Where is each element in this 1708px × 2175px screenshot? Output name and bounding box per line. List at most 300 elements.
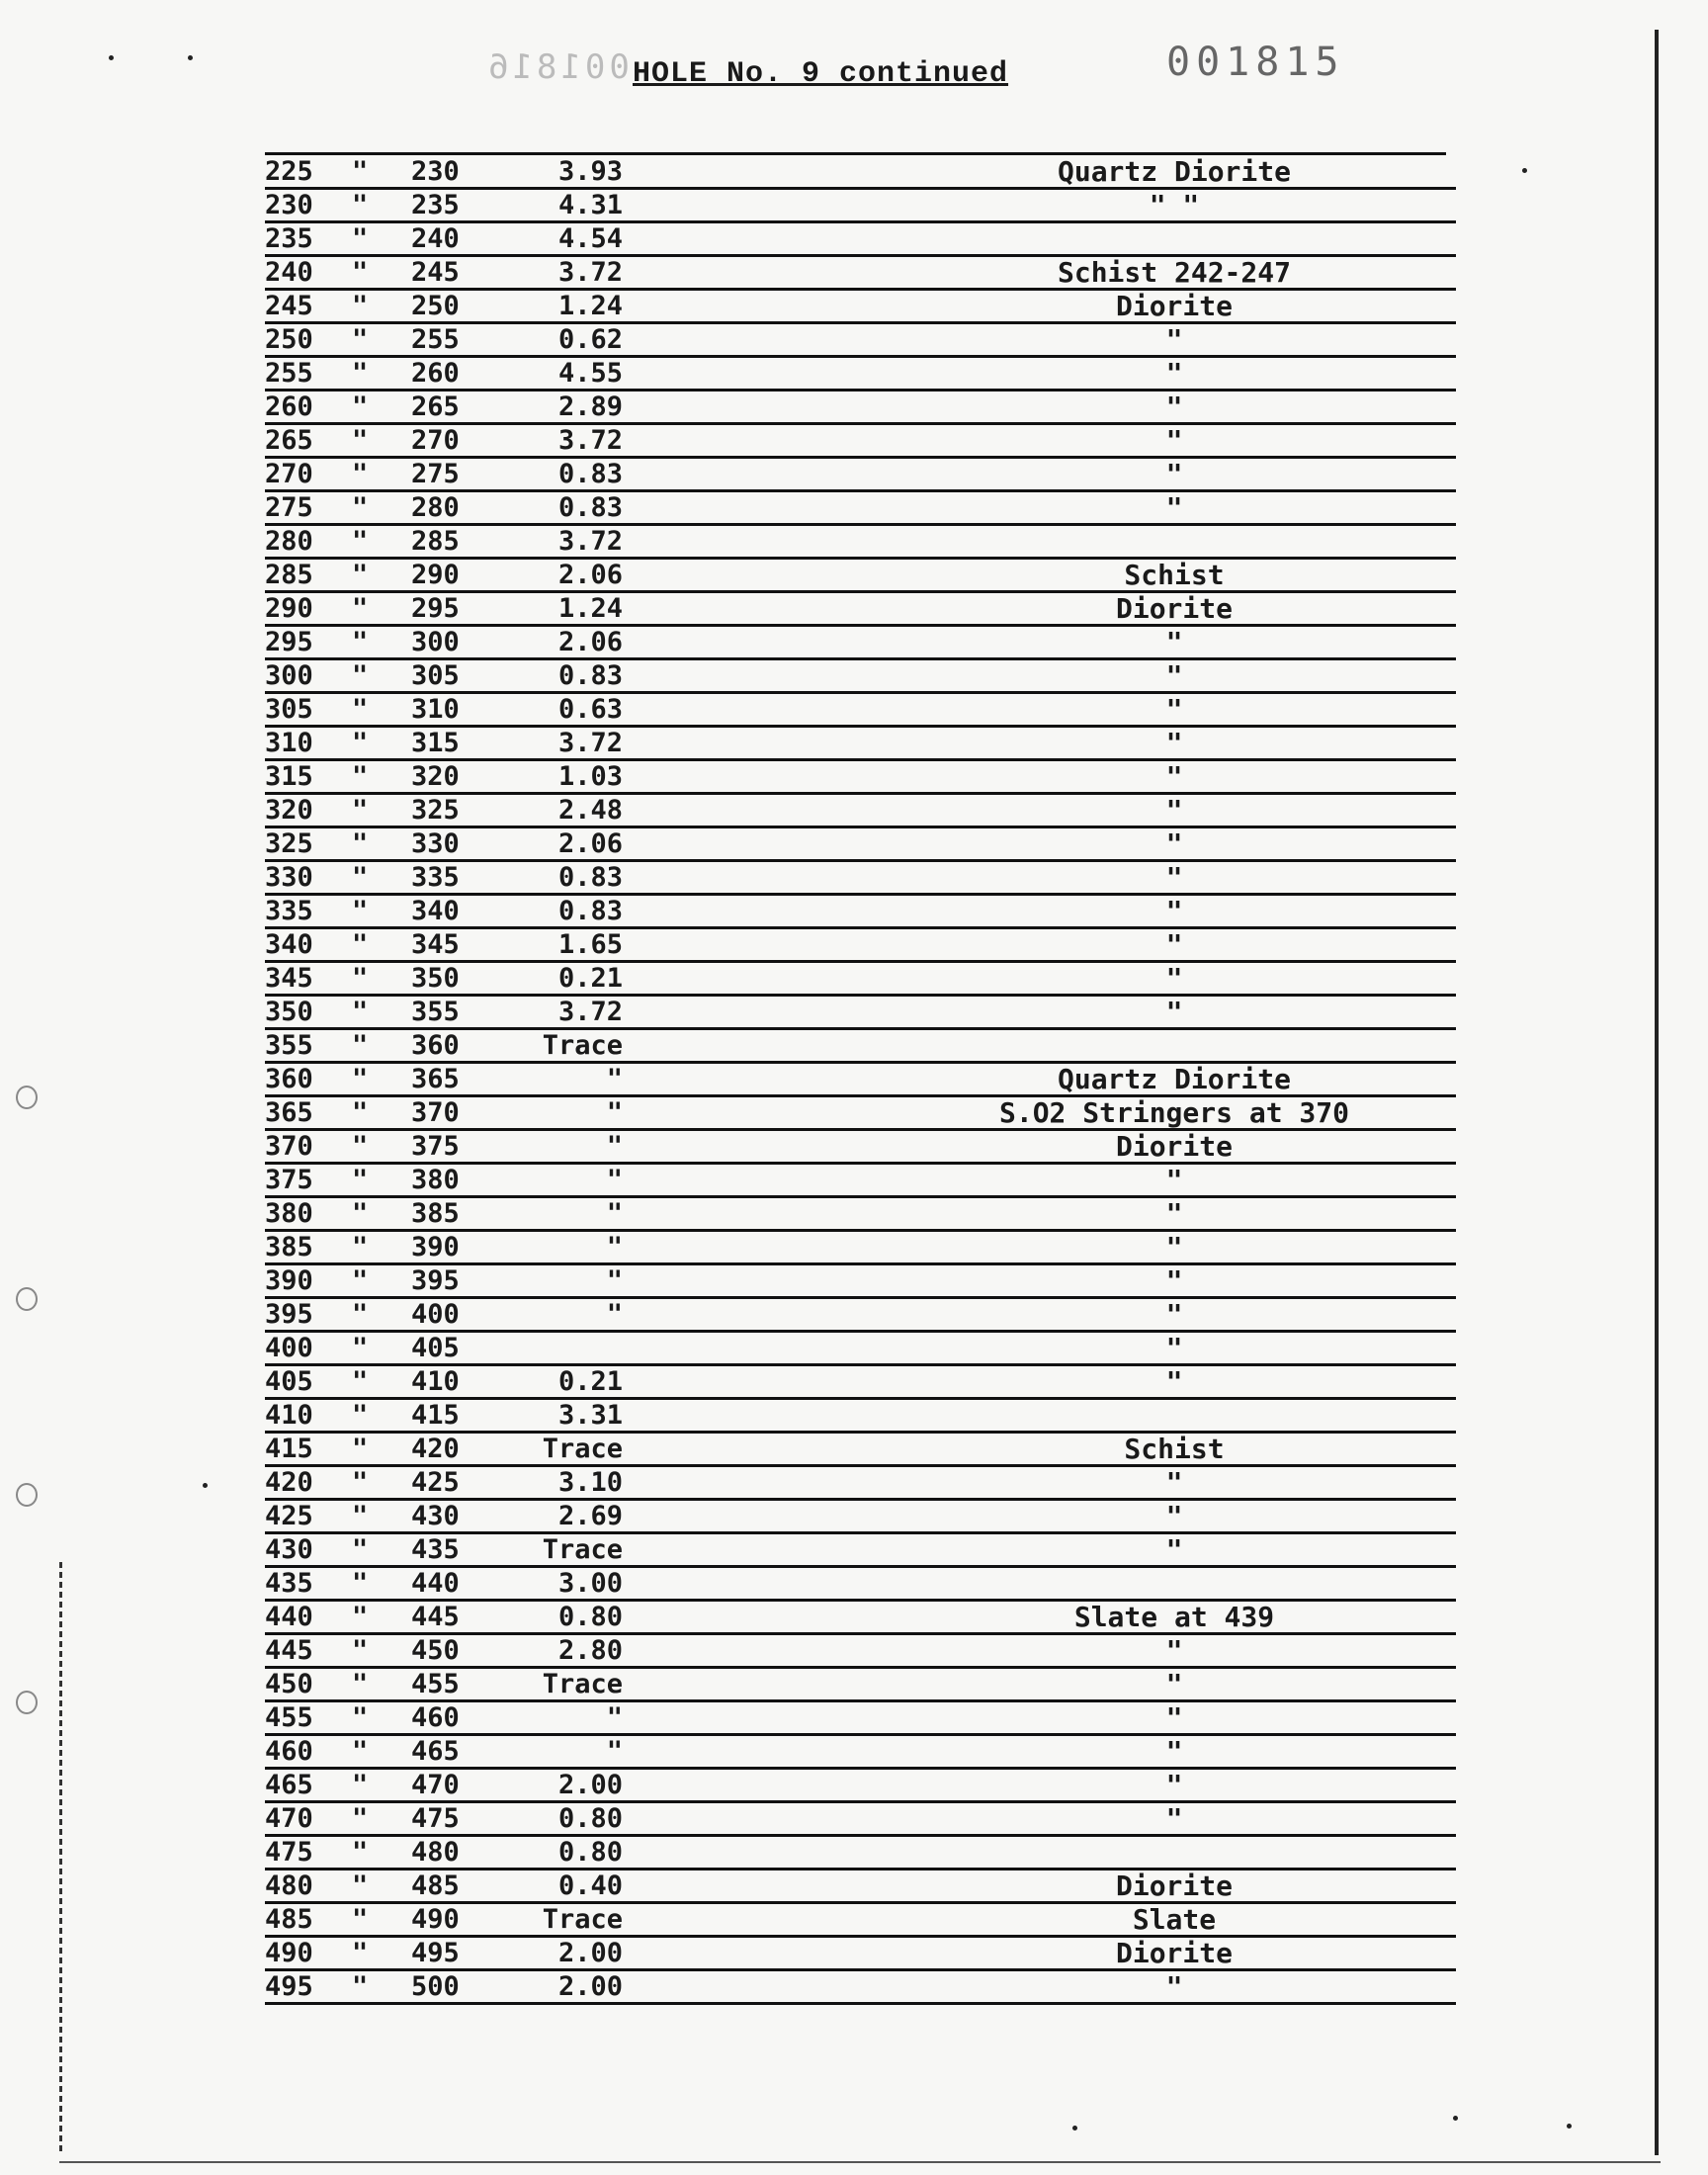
ditto-mark: " bbox=[352, 1501, 369, 1531]
table-row bbox=[265, 459, 1456, 492]
table-row bbox=[265, 1097, 1456, 1131]
ditto-mark: " bbox=[352, 1198, 369, 1229]
assay-value: 1.24 bbox=[557, 291, 623, 321]
depth-from: 350 bbox=[265, 997, 313, 1027]
assay-value: 1.24 bbox=[557, 593, 623, 624]
assay-value: 0.80 bbox=[557, 1837, 623, 1868]
assay-value: 2.00 bbox=[557, 1938, 623, 1968]
table-row bbox=[265, 627, 1456, 660]
depth-to: 485 bbox=[411, 1870, 460, 1901]
ditto-mark: " bbox=[352, 828, 369, 859]
page-title: HOLE No. 9 continued bbox=[633, 57, 1009, 91]
ditto-mark: " bbox=[352, 1702, 369, 1733]
table-row bbox=[265, 1064, 1456, 1097]
ditto-mark: " bbox=[352, 1568, 369, 1599]
depth-from: 290 bbox=[265, 593, 313, 624]
rock-type: " bbox=[1165, 727, 1183, 759]
table-row bbox=[265, 1299, 1456, 1333]
rock-type: " bbox=[1165, 1164, 1183, 1196]
depth-to: 480 bbox=[411, 1837, 460, 1868]
depth-to: 455 bbox=[411, 1669, 460, 1699]
table-row bbox=[265, 1434, 1456, 1467]
depth-to: 240 bbox=[411, 223, 460, 254]
ditto-mark: " bbox=[352, 660, 369, 691]
table-row bbox=[265, 1568, 1456, 1602]
depth-from: 445 bbox=[265, 1635, 313, 1666]
ditto-mark: " bbox=[352, 1467, 369, 1498]
page-edge-bottom bbox=[59, 2161, 1661, 2163]
rock-type: " bbox=[1165, 1701, 1183, 1734]
depth-from: 300 bbox=[265, 660, 313, 691]
depth-from: 475 bbox=[265, 1837, 313, 1868]
depth-from: 265 bbox=[265, 425, 313, 456]
depth-to: 410 bbox=[411, 1366, 460, 1397]
rock-type: " bbox=[1165, 1735, 1183, 1768]
scan-speck bbox=[1072, 2126, 1077, 2131]
rock-type: " bbox=[1165, 458, 1183, 490]
assay-value: Trace bbox=[542, 1534, 623, 1565]
table-row bbox=[265, 324, 1456, 358]
depth-from: 455 bbox=[265, 1702, 313, 1733]
rock-type: Quartz Diorite bbox=[1057, 1063, 1291, 1095]
depth-to: 360 bbox=[411, 1030, 460, 1061]
rock-type: " bbox=[1165, 1533, 1183, 1566]
ditto-mark: " bbox=[352, 1333, 369, 1363]
assay-value: " bbox=[606, 1064, 623, 1094]
table-row bbox=[265, 828, 1456, 862]
rock-type: Schist bbox=[1124, 559, 1225, 591]
depth-to: 475 bbox=[411, 1803, 460, 1834]
ditto-mark: " bbox=[352, 1669, 369, 1699]
rock-type: " bbox=[1165, 424, 1183, 457]
depth-from: 460 bbox=[265, 1736, 313, 1767]
depth-to: 415 bbox=[411, 1400, 460, 1431]
assay-value: 0.83 bbox=[557, 896, 623, 926]
assay-value: Trace bbox=[542, 1434, 623, 1464]
depth-from: 250 bbox=[265, 324, 313, 355]
depth-from: 410 bbox=[265, 1400, 313, 1431]
depth-to: 500 bbox=[411, 1971, 460, 2002]
assay-value: 2.06 bbox=[557, 627, 623, 657]
assay-value: 2.48 bbox=[557, 795, 623, 826]
scan-speck bbox=[203, 1483, 208, 1488]
assay-value: 4.55 bbox=[557, 358, 623, 389]
rock-type: " bbox=[1165, 1466, 1183, 1499]
table-row bbox=[265, 1736, 1456, 1770]
table-row bbox=[265, 1467, 1456, 1501]
table-row bbox=[265, 560, 1456, 593]
ditto-mark: " bbox=[352, 1971, 369, 2002]
assay-value: 2.06 bbox=[557, 560, 623, 590]
rock-type: " bbox=[1165, 1634, 1183, 1667]
ditto-mark: " bbox=[352, 1232, 369, 1262]
assay-value: 3.72 bbox=[557, 526, 623, 557]
scan-speck bbox=[188, 55, 193, 60]
table-row bbox=[265, 1669, 1456, 1702]
assay-value: 3.72 bbox=[557, 425, 623, 456]
ditto-mark: " bbox=[352, 1837, 369, 1868]
table-row bbox=[265, 1904, 1456, 1938]
assay-value: 1.03 bbox=[557, 761, 623, 792]
depth-to: 235 bbox=[411, 190, 460, 220]
ditto-mark: " bbox=[352, 1870, 369, 1901]
assay-value: 0.83 bbox=[557, 492, 623, 523]
table-row bbox=[265, 660, 1456, 694]
depth-to: 375 bbox=[411, 1131, 460, 1162]
ditto-mark: " bbox=[352, 425, 369, 456]
depth-to: 365 bbox=[411, 1064, 460, 1094]
assay-value: 2.80 bbox=[557, 1635, 623, 1666]
ditto-mark: " bbox=[352, 1097, 369, 1128]
table-row bbox=[265, 1333, 1456, 1366]
depth-to: 380 bbox=[411, 1165, 460, 1195]
rock-type: Slate at 439 bbox=[1073, 1601, 1275, 1633]
depth-to: 330 bbox=[411, 828, 460, 859]
depth-to: 445 bbox=[411, 1602, 460, 1632]
table-row bbox=[265, 1400, 1456, 1434]
assay-value: 0.40 bbox=[557, 1870, 623, 1901]
ditto-mark: " bbox=[352, 1030, 369, 1061]
ditto-mark: " bbox=[352, 929, 369, 960]
depth-to: 435 bbox=[411, 1534, 460, 1565]
assay-value: 0.21 bbox=[557, 1366, 623, 1397]
table-row bbox=[265, 190, 1456, 223]
ditto-mark: " bbox=[352, 560, 369, 590]
rock-type: " bbox=[1165, 861, 1183, 894]
punch-hole-icon bbox=[16, 1086, 38, 1109]
table-row bbox=[265, 1198, 1456, 1232]
assay-value: " bbox=[606, 1265, 623, 1296]
depth-from: 420 bbox=[265, 1467, 313, 1498]
assay-table bbox=[265, 156, 1456, 2005]
rock-type: " bbox=[1165, 760, 1183, 793]
depth-to: 325 bbox=[411, 795, 460, 826]
assay-value: 0.62 bbox=[557, 324, 623, 355]
ditto-mark: " bbox=[352, 795, 369, 826]
rock-type: " bbox=[1165, 1264, 1183, 1297]
depth-from: 360 bbox=[265, 1064, 313, 1094]
rock-type: " bbox=[1165, 1197, 1183, 1230]
assay-value: " bbox=[606, 1131, 623, 1162]
table-row bbox=[265, 223, 1456, 257]
depth-to: 405 bbox=[411, 1333, 460, 1363]
depth-from: 390 bbox=[265, 1265, 313, 1296]
punch-hole-icon bbox=[16, 1287, 38, 1311]
rock-type: Diorite bbox=[1115, 1937, 1233, 1969]
ditto-mark: " bbox=[352, 156, 369, 187]
table-row bbox=[265, 1602, 1456, 1635]
assay-value: 2.06 bbox=[557, 828, 623, 859]
table-row bbox=[265, 291, 1456, 324]
scan-speck bbox=[1522, 168, 1527, 173]
ditto-mark: " bbox=[352, 392, 369, 422]
rock-type: " bbox=[1165, 693, 1183, 726]
depth-from: 335 bbox=[265, 896, 313, 926]
ditto-mark: " bbox=[352, 1165, 369, 1195]
depth-from: 405 bbox=[265, 1366, 313, 1397]
assay-value: 3.31 bbox=[557, 1400, 623, 1431]
depth-from: 295 bbox=[265, 627, 313, 657]
ditto-mark: " bbox=[352, 1064, 369, 1094]
ditto-mark: " bbox=[352, 223, 369, 254]
assay-value: " bbox=[606, 1097, 623, 1128]
depth-to: 490 bbox=[411, 1904, 460, 1935]
rock-type: Quartz Diorite bbox=[1057, 155, 1291, 188]
rock-type: Schist 242-247 bbox=[1057, 256, 1291, 289]
assay-value: 0.80 bbox=[557, 1803, 623, 1834]
depth-to: 335 bbox=[411, 862, 460, 893]
ditto-mark: " bbox=[352, 1938, 369, 1968]
table-row bbox=[265, 862, 1456, 896]
depth-to: 465 bbox=[411, 1736, 460, 1767]
depth-to: 355 bbox=[411, 997, 460, 1027]
assay-value: " bbox=[606, 1232, 623, 1262]
depth-to: 460 bbox=[411, 1702, 460, 1733]
depth-to: 265 bbox=[411, 392, 460, 422]
rock-type: " bbox=[1165, 1668, 1183, 1700]
table-row bbox=[265, 1702, 1456, 1736]
depth-to: 420 bbox=[411, 1434, 460, 1464]
rock-type: " bbox=[1165, 1802, 1183, 1835]
table-row bbox=[265, 1837, 1456, 1870]
table-row bbox=[265, 896, 1456, 929]
depth-to: 270 bbox=[411, 425, 460, 456]
table-row bbox=[265, 1971, 1456, 2005]
table-row bbox=[265, 1501, 1456, 1534]
assay-value: 3.10 bbox=[557, 1467, 623, 1498]
assay-value: Trace bbox=[542, 1030, 623, 1061]
table-row bbox=[265, 392, 1456, 425]
depth-from: 450 bbox=[265, 1669, 313, 1699]
ditto-mark: " bbox=[352, 593, 369, 624]
rock-type: " bbox=[1165, 996, 1183, 1028]
document-number: 001815 bbox=[1166, 40, 1345, 85]
depth-from: 340 bbox=[265, 929, 313, 960]
depth-from: 355 bbox=[265, 1030, 313, 1061]
assay-value: 2.00 bbox=[557, 1770, 623, 1800]
depth-to: 340 bbox=[411, 896, 460, 926]
depth-to: 320 bbox=[411, 761, 460, 792]
table-row bbox=[265, 929, 1456, 963]
assay-value: " bbox=[606, 1165, 623, 1195]
depth-from: 280 bbox=[265, 526, 313, 557]
rock-type: " bbox=[1165, 1231, 1183, 1263]
ditto-mark: " bbox=[352, 324, 369, 355]
table-row bbox=[265, 1803, 1456, 1837]
assay-value: 0.83 bbox=[557, 660, 623, 691]
depth-from: 320 bbox=[265, 795, 313, 826]
rock-type: " bbox=[1165, 928, 1183, 961]
depth-to: 370 bbox=[411, 1097, 460, 1128]
depth-from: 245 bbox=[265, 291, 313, 321]
table-row bbox=[265, 997, 1456, 1030]
rock-type: " bbox=[1165, 659, 1183, 692]
depth-from: 495 bbox=[265, 1971, 313, 2002]
table-row bbox=[265, 1265, 1456, 1299]
punch-hole-icon bbox=[16, 1483, 38, 1507]
table-row bbox=[265, 761, 1456, 795]
depth-to: 345 bbox=[411, 929, 460, 960]
ditto-mark: " bbox=[352, 1400, 369, 1431]
ditto-mark: " bbox=[352, 526, 369, 557]
ditto-mark: " bbox=[352, 1131, 369, 1162]
depth-to: 285 bbox=[411, 526, 460, 557]
table-row bbox=[265, 1030, 1456, 1064]
depth-to: 280 bbox=[411, 492, 460, 523]
rock-type: " bbox=[1165, 1769, 1183, 1801]
table-row bbox=[265, 257, 1456, 291]
table-row bbox=[265, 963, 1456, 997]
scan-speck bbox=[1567, 2124, 1572, 2129]
depth-from: 480 bbox=[265, 1870, 313, 1901]
ditto-mark: " bbox=[352, 1299, 369, 1330]
depth-from: 305 bbox=[265, 694, 313, 725]
depth-from: 490 bbox=[265, 1938, 313, 1968]
depth-from: 235 bbox=[265, 223, 313, 254]
rock-type: " bbox=[1165, 1365, 1183, 1398]
depth-to: 260 bbox=[411, 358, 460, 389]
depth-to: 230 bbox=[411, 156, 460, 187]
depth-to: 470 bbox=[411, 1770, 460, 1800]
depth-to: 310 bbox=[411, 694, 460, 725]
depth-from: 260 bbox=[265, 392, 313, 422]
depth-to: 305 bbox=[411, 660, 460, 691]
depth-to: 250 bbox=[411, 291, 460, 321]
depth-to: 350 bbox=[411, 963, 460, 994]
rock-type: S.O2 Stringers at 370 bbox=[998, 1096, 1349, 1129]
rock-type: Diorite bbox=[1115, 1130, 1233, 1163]
depth-to: 400 bbox=[411, 1299, 460, 1330]
rock-type: " bbox=[1165, 626, 1183, 658]
assay-value: 2.00 bbox=[557, 1971, 623, 2002]
assay-value: " bbox=[606, 1736, 623, 1767]
table-row bbox=[265, 1131, 1456, 1165]
ditto-mark: " bbox=[352, 862, 369, 893]
ditto-mark: " bbox=[352, 963, 369, 994]
rock-type: " bbox=[1165, 323, 1183, 356]
table-row bbox=[265, 526, 1456, 560]
ditto-mark: " bbox=[352, 1434, 369, 1464]
rock-type: Diorite bbox=[1115, 592, 1233, 625]
assay-value: 0.83 bbox=[557, 862, 623, 893]
rock-type: Diorite bbox=[1115, 290, 1233, 322]
assay-value: 0.21 bbox=[557, 963, 623, 994]
depth-from: 240 bbox=[265, 257, 313, 288]
rock-type: Slate bbox=[1132, 1903, 1217, 1936]
ditto-mark: " bbox=[352, 694, 369, 725]
ditto-mark: " bbox=[352, 896, 369, 926]
assay-value: 3.72 bbox=[557, 997, 623, 1027]
assay-value: " bbox=[606, 1198, 623, 1229]
rock-type: " bbox=[1165, 357, 1183, 390]
depth-to: 495 bbox=[411, 1938, 460, 1968]
depth-from: 435 bbox=[265, 1568, 313, 1599]
table-row bbox=[265, 795, 1456, 828]
ditto-mark: " bbox=[352, 1770, 369, 1800]
assay-value: 3.72 bbox=[557, 257, 623, 288]
assay-value: 0.80 bbox=[557, 1602, 623, 1632]
assay-value: 3.93 bbox=[557, 156, 623, 187]
page-edge-right bbox=[1655, 30, 1659, 2155]
table-row bbox=[265, 593, 1456, 627]
bleed-through-number: 001816 bbox=[484, 47, 630, 87]
depth-to: 275 bbox=[411, 459, 460, 489]
depth-from: 275 bbox=[265, 492, 313, 523]
rock-type: " bbox=[1165, 1970, 1183, 2003]
rock-type: Diorite bbox=[1115, 1870, 1233, 1902]
ditto-mark: " bbox=[352, 997, 369, 1027]
table-row bbox=[265, 1534, 1456, 1568]
table-row bbox=[265, 492, 1456, 526]
assay-value: 3.00 bbox=[557, 1568, 623, 1599]
rock-type: " bbox=[1165, 827, 1183, 860]
assay-value: 4.54 bbox=[557, 223, 623, 254]
depth-to: 295 bbox=[411, 593, 460, 624]
ditto-mark: " bbox=[352, 1265, 369, 1296]
depth-from: 365 bbox=[265, 1097, 313, 1128]
table-row bbox=[265, 1770, 1456, 1803]
rock-type: " bbox=[1165, 1298, 1183, 1331]
depth-from: 465 bbox=[265, 1770, 313, 1800]
depth-from: 370 bbox=[265, 1131, 313, 1162]
depth-from: 310 bbox=[265, 728, 313, 758]
rock-type: " bbox=[1165, 794, 1183, 826]
assay-value: 4.31 bbox=[557, 190, 623, 220]
ditto-mark: " bbox=[352, 761, 369, 792]
assay-value: 0.83 bbox=[557, 459, 623, 489]
depth-to: 290 bbox=[411, 560, 460, 590]
punch-hole-icon bbox=[16, 1691, 38, 1714]
table-row bbox=[265, 156, 1456, 190]
assay-value: 0.63 bbox=[557, 694, 623, 725]
rock-type: " bbox=[1165, 491, 1183, 524]
depth-to: 255 bbox=[411, 324, 460, 355]
rock-type: " bbox=[1165, 391, 1183, 423]
assay-value: Trace bbox=[542, 1904, 623, 1935]
ditto-mark: " bbox=[352, 728, 369, 758]
depth-from: 255 bbox=[265, 358, 313, 389]
depth-from: 400 bbox=[265, 1333, 313, 1363]
assay-value: 2.69 bbox=[557, 1501, 623, 1531]
table-row bbox=[265, 1938, 1456, 1971]
ditto-mark: " bbox=[352, 358, 369, 389]
rock-type: " bbox=[1165, 1332, 1183, 1364]
depth-from: 315 bbox=[265, 761, 313, 792]
ditto-mark: " bbox=[352, 1803, 369, 1834]
assay-value: 2.89 bbox=[557, 392, 623, 422]
ditto-mark: " bbox=[352, 257, 369, 288]
table-row bbox=[265, 728, 1456, 761]
depth-from: 230 bbox=[265, 190, 313, 220]
depth-to: 315 bbox=[411, 728, 460, 758]
assay-value: 3.72 bbox=[557, 728, 623, 758]
table-row bbox=[265, 1165, 1456, 1198]
table-row bbox=[265, 425, 1456, 459]
depth-to: 450 bbox=[411, 1635, 460, 1666]
depth-from: 385 bbox=[265, 1232, 313, 1262]
depth-from: 485 bbox=[265, 1904, 313, 1935]
depth-to: 390 bbox=[411, 1232, 460, 1262]
assay-value: 1.65 bbox=[557, 929, 623, 960]
scan-speck bbox=[109, 55, 114, 60]
depth-from: 395 bbox=[265, 1299, 313, 1330]
depth-from: 345 bbox=[265, 963, 313, 994]
depth-from: 330 bbox=[265, 862, 313, 893]
ditto-mark: " bbox=[352, 291, 369, 321]
ditto-mark: " bbox=[352, 1366, 369, 1397]
depth-from: 380 bbox=[265, 1198, 313, 1229]
depth-to: 430 bbox=[411, 1501, 460, 1531]
